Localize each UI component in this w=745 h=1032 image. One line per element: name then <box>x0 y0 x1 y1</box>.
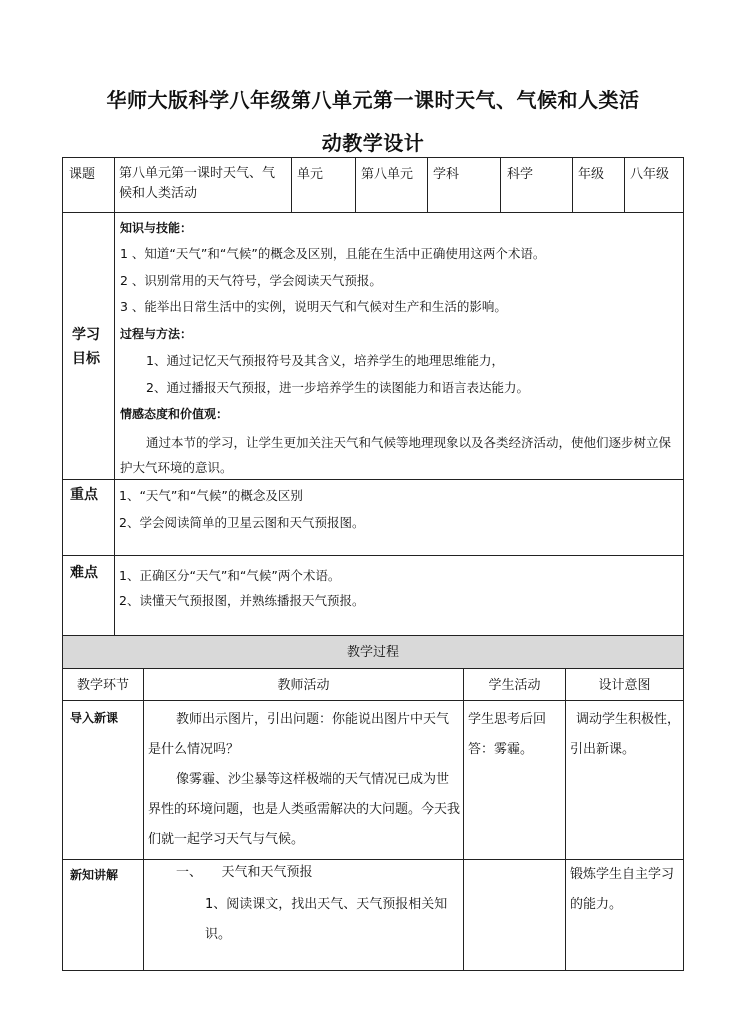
knowledge-item-2: 2 、识别常用的天气符号，学会阅读天气预报。 <box>120 273 382 288</box>
key-point-2: 2、学会阅读简单的卫星云图和天气预报图。 <box>119 515 365 530</box>
topic-value: 第八单元第一课时天气、气候和人类活动 <box>119 166 276 201</box>
document-title-line-2: 动教学设计 <box>321 131 425 155</box>
unit-key: 单元 <box>297 167 324 182</box>
topic-key: 课题 <box>69 167 96 182</box>
column-teacher-activity: 教师活动 <box>277 678 330 693</box>
emotion-paragraph: 通过本节的学习，让学生更加关注天气和气候等地理现象以及各类经济活动，使他们逐步树立保护大气环境的意识。 <box>120 435 672 475</box>
subject-key: 学科 <box>433 167 460 182</box>
grade-key: 年级 <box>578 167 605 182</box>
process-method-heading: 过程与方法： <box>120 327 193 341</box>
teacher-intro-paragraph-1: 教师出示图片，引出问题：你能说出图片中天气是什么情况吗？ <box>148 712 450 757</box>
emotion-heading: 情感态度和价值观： <box>120 407 229 421</box>
difficult-points-label: 难点 <box>70 565 98 581</box>
objectives-label-line-2: 目标 <box>72 351 100 367</box>
knowledge-heading: 知识与技能： <box>120 221 193 235</box>
process-method-item-2: 2、通过播报天气预报，进一步培养学生的读图能力和语言表达能力。 <box>146 380 529 395</box>
stage-new-knowledge: 新知讲解 <box>70 868 119 882</box>
teacher-new-heading: 一、 天气和天气预报 <box>176 865 313 880</box>
teaching-process-title: 教学过程 <box>346 645 399 660</box>
difficult-point-1: 1、正确区分“天气”和“气候”两个术语。 <box>119 568 341 583</box>
grade-value: 八年级 <box>630 167 670 182</box>
key-point-1: 1、“天气”和“气候”的概念及区别 <box>119 488 303 503</box>
document-title-line-1: 华师大版科学八年级第八单元第一课时天气、气候和人类活 <box>106 88 640 112</box>
teacher-new-step-1: 1、阅读课文，找出天气、天气预报相关知识。 <box>205 897 448 942</box>
key-points-label: 重点 <box>70 487 98 503</box>
subject-value: 科学 <box>507 167 534 182</box>
intent-intro: 调动学生积极性，引出新课。 <box>570 712 681 757</box>
unit-value: 第八单元 <box>361 167 414 182</box>
intent-new-knowledge: 锻炼学生自主学习的能力。 <box>570 867 675 912</box>
knowledge-item-1: 1 、知道“天气”和“气候”的概念及区别，且能在生活中正确使用这两个术语。 <box>120 246 546 261</box>
student-intro-activity: 学生思考后回答：雾霾。 <box>468 712 547 757</box>
stage-intro: 导入新课 <box>70 711 119 725</box>
process-method-item-1: 1、通过记忆天气预报符号及其含义，培养学生的地理思维能力， <box>146 353 504 368</box>
objectives-label-line-1: 学习 <box>72 327 100 343</box>
column-stage: 教学环节 <box>76 678 129 693</box>
difficult-point-2: 2、读懂天气预报图，并熟练播报天气预报。 <box>119 593 365 608</box>
column-student-activity: 学生活动 <box>488 678 541 693</box>
teacher-intro-paragraph-2: 像雾霾、沙尘暴等这样极端的天气情况已成为世界性的环境问题，也是人类亟需解决的大问题。今天我们就一起学习天气与气候。 <box>148 772 461 847</box>
column-design-intent: 设计意图 <box>598 678 651 693</box>
knowledge-item-3: 3 、能举出日常生活中的实例，说明天气和气候对生产和生活的影响。 <box>120 299 507 314</box>
